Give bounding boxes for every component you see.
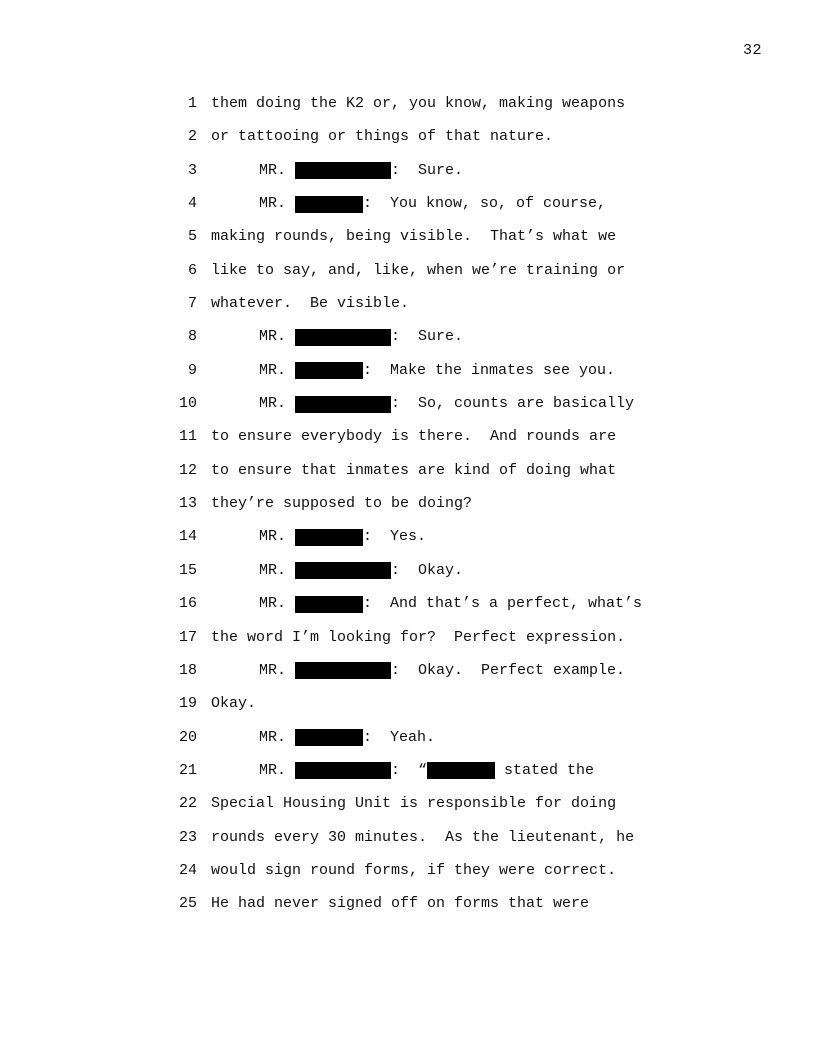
redaction-block: [295, 329, 391, 346]
line-text: [259, 723, 435, 753]
line-segment: MR.: [259, 528, 296, 546]
redaction-block: [295, 362, 363, 379]
line-number: 21: [178, 761, 197, 779]
transcript-line: [170, 422, 730, 455]
line-number: 1: [187, 95, 197, 112]
transcript-line: [170, 656, 730, 689]
redaction-block: [295, 729, 363, 746]
transcript-line: [170, 256, 730, 289]
line-number: 3: [187, 161, 197, 179]
line-text: [211, 89, 625, 119]
transcript-body: [170, 89, 730, 923]
line-number: 15: [178, 561, 197, 579]
line-segment: : Sure.: [391, 328, 464, 346]
line-text: [259, 656, 625, 686]
page-number: 32: [742, 42, 762, 59]
line-segment: MR.: [259, 661, 296, 679]
line-text: [259, 156, 463, 186]
line-number: 7: [187, 295, 197, 313]
line-text: [211, 489, 472, 519]
line-number: 2: [187, 128, 197, 146]
transcript-line: [170, 122, 730, 155]
line-text: [259, 556, 463, 586]
line-segment: or tattooing or things of that nature.: [211, 128, 554, 146]
line-segment: making rounds, being visible. That’s what we: [211, 228, 617, 246]
line-segment: to ensure everybody is there. And rounds are: [211, 428, 617, 446]
line-segment: Okay.: [211, 695, 257, 713]
line-segment: : Make the inmates see you.: [363, 361, 616, 379]
redaction-block: [295, 562, 391, 579]
transcript-line: [170, 556, 730, 589]
line-number: 4: [187, 195, 197, 213]
line-segment: : And that’s a perfect, what’s: [363, 595, 643, 613]
line-segment: : Yeah.: [363, 728, 436, 746]
redaction-block: [295, 162, 391, 179]
line-segment: stated the: [495, 761, 595, 779]
line-segment: : “: [391, 761, 428, 779]
line-text: [211, 623, 625, 653]
line-number: 10: [178, 395, 197, 413]
line-text: [259, 756, 594, 786]
redaction-block: [295, 396, 391, 413]
line-text: [211, 856, 616, 886]
line-text: [211, 456, 616, 486]
transcript-line: [170, 689, 730, 722]
line-number: 14: [178, 528, 197, 546]
line-text: [211, 222, 616, 252]
line-segment: like to say, and, like, when we’re training or: [211, 261, 626, 279]
transcript-line: [170, 89, 730, 122]
transcript-line: [170, 389, 730, 422]
line-text: [211, 823, 634, 853]
line-number: 17: [178, 628, 197, 646]
line-number: 23: [178, 828, 197, 846]
transcript-line: [170, 856, 730, 889]
line-text: [211, 256, 625, 286]
redaction-block: [295, 662, 391, 679]
transcript-line: [170, 456, 730, 489]
line-number: 12: [178, 461, 197, 479]
line-segment: MR.: [259, 328, 296, 346]
transcript-line: [170, 756, 730, 789]
line-segment: MR.: [259, 761, 296, 779]
line-number: 6: [187, 261, 197, 279]
line-text: [211, 422, 616, 452]
transcript-line: [170, 823, 730, 856]
line-text: [259, 522, 426, 552]
line-segment: MR.: [259, 161, 296, 179]
line-segment: the word I’m looking for? Perfect expression.: [211, 628, 626, 646]
transcript-line: [170, 723, 730, 756]
line-segment: them doing the K2 or, you know, making weapons: [211, 95, 626, 112]
line-text: [211, 289, 409, 319]
line-number: 8: [187, 328, 197, 346]
line-segment: : Sure.: [391, 161, 464, 179]
line-text: [211, 789, 616, 819]
line-segment: MR.: [259, 595, 296, 613]
line-text: [259, 322, 463, 352]
transcript-line: [170, 623, 730, 656]
line-number: 20: [178, 728, 197, 746]
line-segment: He had never signed off on forms that were: [211, 895, 590, 913]
line-text: [259, 589, 642, 619]
line-number: 24: [178, 861, 197, 879]
transcript-line: [170, 789, 730, 822]
line-segment: : Okay.: [391, 561, 464, 579]
redaction-block: [295, 762, 391, 779]
line-segment: MR.: [259, 561, 296, 579]
line-text: [211, 122, 553, 152]
line-number: 5: [187, 228, 197, 246]
line-number: 18: [178, 661, 197, 679]
redaction-block: [427, 762, 495, 779]
line-segment: MR.: [259, 395, 296, 413]
transcript-line: [170, 589, 730, 622]
line-segment: whatever. Be visible.: [211, 295, 410, 313]
transcript-line: [170, 156, 730, 189]
transcript-line: [170, 322, 730, 355]
line-segment: : You know, so, of course,: [363, 195, 607, 213]
line-text: [259, 356, 615, 386]
line-number: 16: [178, 595, 197, 613]
transcript-line: [170, 522, 730, 555]
redaction-block: [295, 196, 363, 213]
transcript-line: [170, 489, 730, 522]
transcript-line: [170, 289, 730, 322]
transcript-line: [170, 189, 730, 222]
line-segment: : Okay. Perfect example.: [391, 661, 626, 679]
line-text: [211, 889, 589, 919]
line-segment: : Yes.: [363, 528, 427, 546]
line-segment: to ensure that inmates are kind of doing what: [211, 461, 617, 479]
line-segment: would sign round forms, if they were correct.: [211, 861, 617, 879]
line-segment: : So, counts are basically: [391, 395, 635, 413]
line-text: [211, 689, 256, 719]
line-number: 25: [178, 895, 197, 913]
line-segment: MR.: [259, 728, 296, 746]
line-segment: MR.: [259, 361, 296, 379]
redaction-block: [295, 596, 363, 613]
transcript-line: [170, 222, 730, 255]
line-number: 9: [187, 361, 197, 379]
transcript-line: [170, 889, 730, 922]
line-segment: they’re supposed to be doing?: [211, 495, 473, 513]
line-segment: Special Housing Unit is responsible for doing: [211, 795, 617, 813]
line-segment: MR.: [259, 195, 296, 213]
line-number: 11: [178, 428, 197, 446]
redaction-block: [295, 529, 363, 546]
line-text: [259, 389, 634, 419]
line-number: 22: [178, 795, 197, 813]
line-number: 19: [178, 695, 197, 713]
transcript-line: [170, 356, 730, 389]
line-number: 13: [178, 495, 197, 513]
line-segment: rounds every 30 minutes. As the lieutenant, he: [211, 828, 635, 846]
line-text: [259, 189, 606, 219]
